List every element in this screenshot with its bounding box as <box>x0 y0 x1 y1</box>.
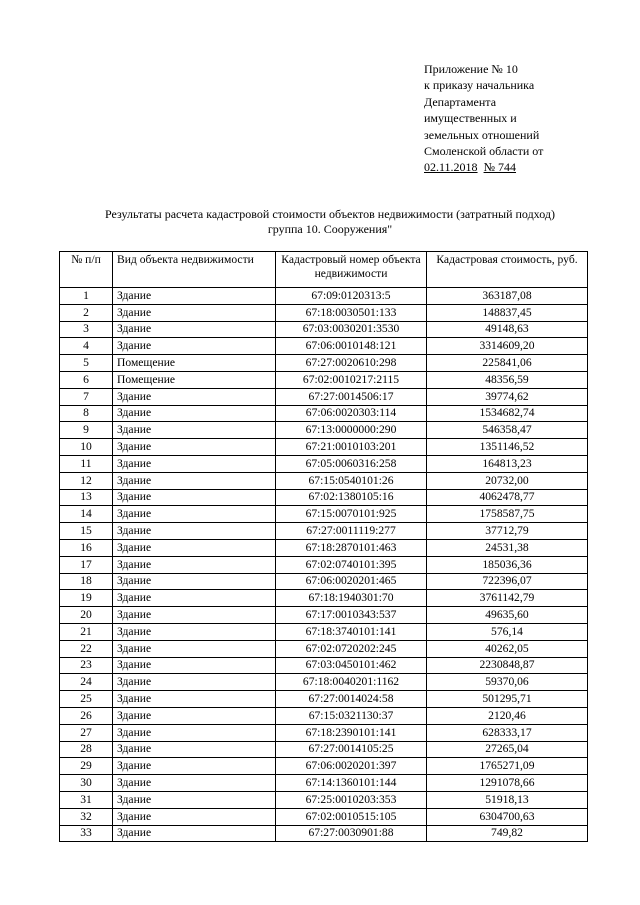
cell-num: 23 <box>60 657 113 674</box>
cell-type: Здание <box>113 808 276 825</box>
cell-cadnum: 67:27:0020610:298 <box>276 355 427 372</box>
table-row <box>60 388 588 405</box>
title-line-2: группа 10. Сооружения" <box>267 222 393 236</box>
cell-type: Здание <box>113 590 276 607</box>
cell-type: Здание <box>113 573 276 590</box>
cell-num: 32 <box>60 808 113 825</box>
table-row <box>60 775 588 792</box>
cell-cadnum: 67:27:0014105:25 <box>276 741 427 758</box>
table-row <box>60 472 588 489</box>
cell-value: 48356,59 <box>427 371 588 388</box>
cell-type: Помещение <box>113 371 276 388</box>
cell-num: 31 <box>60 791 113 808</box>
cell-num: 16 <box>60 539 113 556</box>
cell-cadnum: 67:14:1360101:144 <box>276 775 427 792</box>
cell-value: 59370,06 <box>427 674 588 691</box>
cell-type: Здание <box>113 825 276 842</box>
cell-cadnum: 67:27:0014506:17 <box>276 388 427 405</box>
cell-type: Здание <box>113 288 276 305</box>
cell-type: Здание <box>113 455 276 472</box>
cell-num: 10 <box>60 439 113 456</box>
cell-cadnum: 67:13:0000000:290 <box>276 422 427 439</box>
order-date: 02.11.2018 <box>424 160 478 175</box>
cell-type: Здание <box>113 724 276 741</box>
cell-value: 3314609,20 <box>427 338 588 355</box>
table-row <box>60 321 588 338</box>
appendix-line: Департамента <box>424 94 497 109</box>
cell-value: 24531,38 <box>427 539 588 556</box>
cell-cadnum: 67:02:0010217:2115 <box>276 371 427 388</box>
cell-value: 501295,71 <box>427 691 588 708</box>
table-row <box>60 590 588 607</box>
table-row <box>60 371 588 388</box>
cell-value: 185036,36 <box>427 556 588 573</box>
cell-value: 1351146,52 <box>427 439 588 456</box>
table-row <box>60 489 588 506</box>
cell-value: 27265,04 <box>427 741 588 758</box>
document-title <box>40 207 620 237</box>
table-row <box>60 741 588 758</box>
cell-type: Здание <box>113 539 276 556</box>
order-number: № 744 <box>483 160 517 175</box>
cell-num: 8 <box>60 405 113 422</box>
cell-num: 22 <box>60 640 113 657</box>
cell-value: 49635,60 <box>427 607 588 624</box>
table-row <box>60 556 588 573</box>
cell-cadnum: 67:25:0010203:353 <box>276 791 427 808</box>
table-row <box>60 707 588 724</box>
cell-num: 28 <box>60 741 113 758</box>
cell-cadnum: 67:18:2390101:141 <box>276 724 427 741</box>
cell-value: 49148,63 <box>427 321 588 338</box>
table-row <box>60 338 588 355</box>
cell-type: Здание <box>113 707 276 724</box>
table-row <box>60 539 588 556</box>
cell-value: 37712,79 <box>427 523 588 540</box>
cell-value: 546358,47 <box>427 422 588 439</box>
cell-type: Здание <box>113 405 276 422</box>
cell-cadnum: 67:06:0020303:114 <box>276 405 427 422</box>
cell-value: 51918,13 <box>427 791 588 808</box>
cell-value: 1534682,74 <box>427 405 588 422</box>
cell-num: 27 <box>60 724 113 741</box>
cell-cadnum: 67:27:0030901:88 <box>276 825 427 842</box>
cell-num: 13 <box>60 489 113 506</box>
cell-value: 148837,45 <box>427 304 588 321</box>
cell-num: 18 <box>60 573 113 590</box>
cell-value: 2120,46 <box>427 707 588 724</box>
cell-num: 4 <box>60 338 113 355</box>
cell-value: 722396,07 <box>427 573 588 590</box>
table-row <box>60 304 588 321</box>
table-row <box>60 607 588 624</box>
cell-value: 40262,05 <box>427 640 588 657</box>
cell-num: 30 <box>60 775 113 792</box>
cell-type: Здание <box>113 472 276 489</box>
table-row <box>60 523 588 540</box>
appendix-line: имущественных и <box>424 111 517 126</box>
cell-num: 21 <box>60 623 113 640</box>
cell-value: 225841,06 <box>427 355 588 372</box>
cell-cadnum: 67:15:0540101:26 <box>276 472 427 489</box>
table-row <box>60 825 588 842</box>
header-type: Вид объекта недвижимости <box>113 252 276 288</box>
table-row <box>60 808 588 825</box>
table-row <box>60 422 588 439</box>
cell-value: 2230848,87 <box>427 657 588 674</box>
cell-num: 15 <box>60 523 113 540</box>
cell-type: Здание <box>113 422 276 439</box>
cadastral-table <box>59 251 588 842</box>
cell-type: Здание <box>113 304 276 321</box>
cell-num: 29 <box>60 758 113 775</box>
cell-num: 9 <box>60 422 113 439</box>
cell-value: 3761142,79 <box>427 590 588 607</box>
appendix-date-line <box>424 159 624 175</box>
cell-value: 1758587,75 <box>427 506 588 523</box>
cell-type: Здание <box>113 439 276 456</box>
table-row <box>60 573 588 590</box>
cell-type: Здание <box>113 674 276 691</box>
cell-type: Здание <box>113 489 276 506</box>
cell-value: 363187,08 <box>427 288 588 305</box>
cell-num: 3 <box>60 321 113 338</box>
cell-type: Здание <box>113 523 276 540</box>
table-row <box>60 439 588 456</box>
table-row <box>60 724 588 741</box>
header-num: № п/п <box>60 252 113 288</box>
cell-cadnum: 67:03:0030201:3530 <box>276 321 427 338</box>
cell-cadnum: 67:18:2870101:463 <box>276 539 427 556</box>
header-cadnum: Кадастровый номер объекта недвижимости <box>276 252 427 288</box>
table-header-row <box>60 252 588 288</box>
cell-value: 20732,00 <box>427 472 588 489</box>
appendix-line: Смоленской области от <box>424 144 544 159</box>
table-row <box>60 657 588 674</box>
cell-cadnum: 67:21:0010103:201 <box>276 439 427 456</box>
cell-value: 39774,62 <box>427 388 588 405</box>
cell-num: 20 <box>60 607 113 624</box>
cell-type: Здание <box>113 623 276 640</box>
cell-cadnum: 67:02:1380105:16 <box>276 489 427 506</box>
cell-cadnum: 67:15:0321130:37 <box>276 707 427 724</box>
cell-value: 576,14 <box>427 623 588 640</box>
table-row <box>60 674 588 691</box>
table-row <box>60 691 588 708</box>
cell-value: 628333,17 <box>427 724 588 741</box>
cell-value: 1291078,66 <box>427 775 588 792</box>
cell-value: 749,82 <box>427 825 588 842</box>
cell-value: 164813,23 <box>427 455 588 472</box>
table-row <box>60 506 588 523</box>
cell-num: 24 <box>60 674 113 691</box>
cell-cadnum: 67:18:1940301:70 <box>276 590 427 607</box>
cell-num: 14 <box>60 506 113 523</box>
cell-num: 17 <box>60 556 113 573</box>
cell-cadnum: 67:05:0060316:258 <box>276 455 427 472</box>
table-row <box>60 355 588 372</box>
cell-type: Здание <box>113 657 276 674</box>
cell-num: 26 <box>60 707 113 724</box>
table-row <box>60 623 588 640</box>
table-row <box>60 288 588 305</box>
cell-cadnum: 67:06:0010148:121 <box>276 338 427 355</box>
cell-num: 6 <box>60 371 113 388</box>
cell-cadnum: 67:02:0010515:105 <box>276 808 427 825</box>
cell-type: Здание <box>113 741 276 758</box>
appendix-line: к приказу начальника <box>424 78 535 93</box>
cell-num: 11 <box>60 455 113 472</box>
cell-cadnum: 67:06:0020201:397 <box>276 758 427 775</box>
cell-cadnum: 67:02:0720202:245 <box>276 640 427 657</box>
cell-value: 4062478,77 <box>427 489 588 506</box>
cell-value: 1765271,09 <box>427 758 588 775</box>
appendix-block <box>424 61 624 176</box>
cell-type: Здание <box>113 607 276 624</box>
cell-num: 33 <box>60 825 113 842</box>
header-value: Кадастровая стоимость, руб. <box>427 252 588 288</box>
cell-type: Здание <box>113 388 276 405</box>
cell-type: Здание <box>113 338 276 355</box>
cell-cadnum: 67:17:0010343:537 <box>276 607 427 624</box>
cell-num: 12 <box>60 472 113 489</box>
cell-num: 7 <box>60 388 113 405</box>
cell-num: 1 <box>60 288 113 305</box>
cell-num: 2 <box>60 304 113 321</box>
cell-cadnum: 67:27:0011119:277 <box>276 523 427 540</box>
table-row <box>60 640 588 657</box>
appendix-line: Приложение № 10 <box>424 62 518 76</box>
cell-num: 5 <box>60 355 113 372</box>
title-line-1: Результаты расчета кадастровой стоимости объектов недвижимости (затратный подход) <box>105 207 555 221</box>
cell-cadnum: 67:06:0020201:465 <box>276 573 427 590</box>
cell-cadnum: 67:15:0070101:925 <box>276 506 427 523</box>
cell-cadnum: 67:03:0450101:462 <box>276 657 427 674</box>
cell-type: Здание <box>113 321 276 338</box>
table-row <box>60 791 588 808</box>
cell-type: Здание <box>113 506 276 523</box>
table-body <box>60 288 588 842</box>
cell-cadnum: 67:09:0120313:5 <box>276 288 427 305</box>
cell-cadnum: 67:27:0014024:58 <box>276 691 427 708</box>
cell-cadnum: 67:18:3740101:141 <box>276 623 427 640</box>
cell-type: Здание <box>113 640 276 657</box>
table-row <box>60 455 588 472</box>
cell-type: Здание <box>113 791 276 808</box>
appendix-line: земельных отношений <box>424 127 540 142</box>
cell-type: Здание <box>113 556 276 573</box>
cell-cadnum: 67:02:0740101:395 <box>276 556 427 573</box>
cell-type: Помещение <box>113 355 276 372</box>
cell-num: 19 <box>60 590 113 607</box>
table-row <box>60 405 588 422</box>
cell-type: Здание <box>113 775 276 792</box>
cell-cadnum: 67:18:0030501:133 <box>276 304 427 321</box>
cell-value: 6304700,63 <box>427 808 588 825</box>
cell-cadnum: 67:18:0040201:1162 <box>276 674 427 691</box>
cell-num: 25 <box>60 691 113 708</box>
table-row <box>60 758 588 775</box>
cell-type: Здание <box>113 691 276 708</box>
cell-type: Здание <box>113 758 276 775</box>
